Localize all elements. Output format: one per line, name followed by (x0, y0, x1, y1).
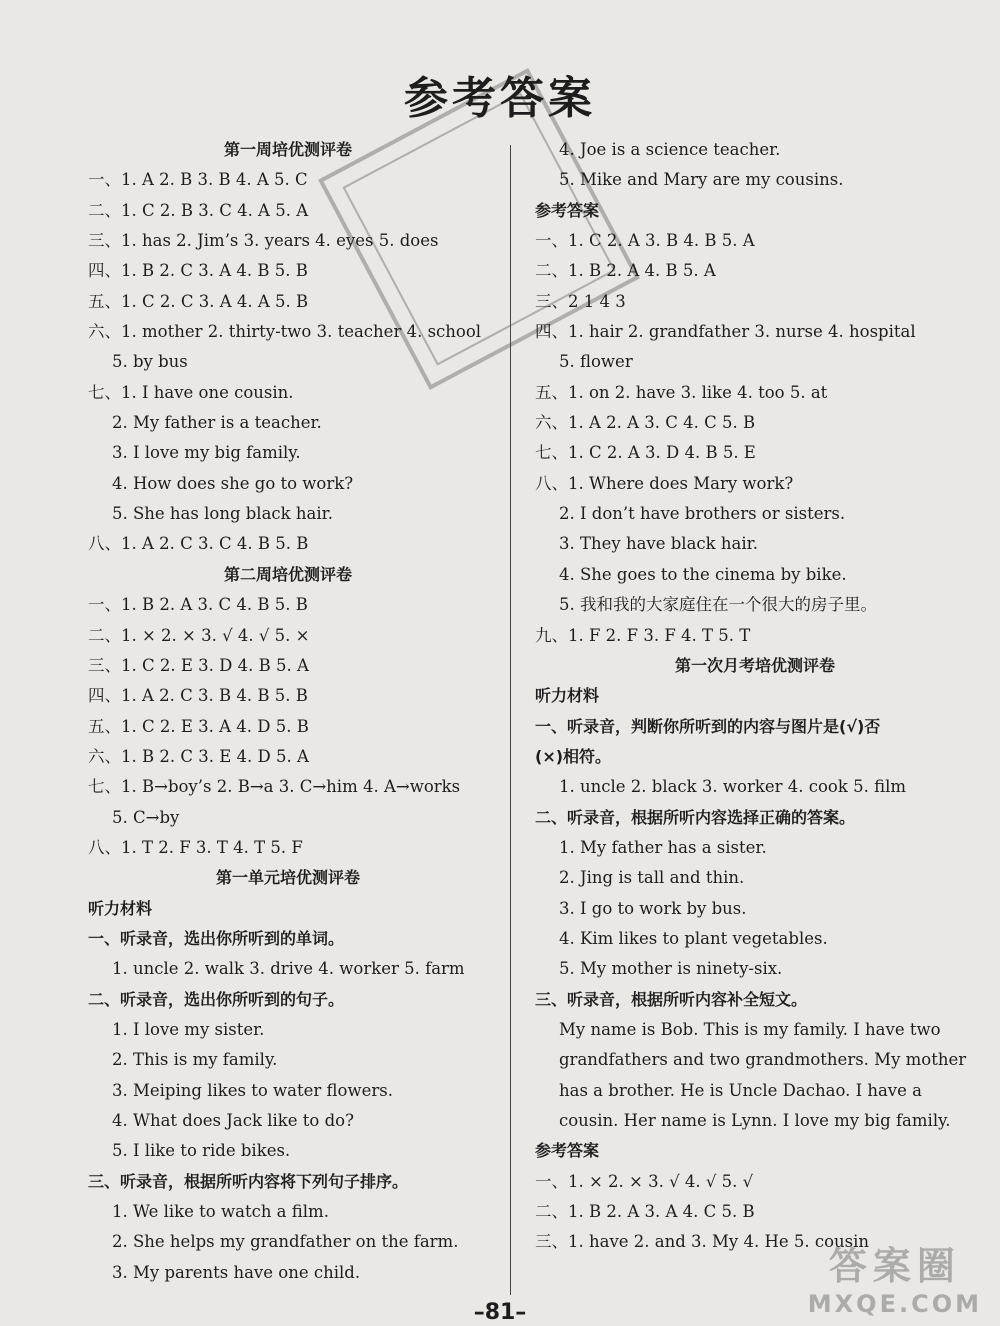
answer-line: 3. Meiping likes to water flowers. (112, 1080, 393, 1100)
section-heading: 第二周培优测评卷 (223, 564, 352, 584)
answer-line: 八、1. A 2. C 3. C 4. B 5. B (88, 534, 309, 554)
subsection-label: 听力材料 (535, 686, 600, 706)
subsection-label: 三、听录音，根据所听内容将下列句子排序。 (88, 1171, 409, 1191)
answer-line: 二、1. B 2. A 3. A 4. C 5. B (535, 1202, 755, 1222)
answer-line: 一、1. C 2. A 3. B 4. B 5. A (535, 231, 755, 251)
subsection-label: 听力材料 (88, 898, 153, 918)
answer-line: 一、1. A 2. B 3. B 4. A 5. C (88, 170, 308, 190)
answer-line: 四、1. hair 2. grandfather 3. nurse 4. hospital (535, 322, 916, 342)
answer-line: 一、1. B 2. A 3. C 4. B 5. B (88, 595, 308, 615)
answer-line: 4. How does she go to work? (112, 473, 354, 493)
subsection-label: 二、听录音，根据所听内容选择正确的答案。 (535, 807, 856, 827)
subsection-label: 参考答案 (535, 200, 600, 220)
answer-line: 2. Jing is tall and thin. (559, 868, 745, 888)
answer-line: 3. I love my big family. (112, 443, 301, 463)
answer-line: 4. What does Jack like to do? (112, 1111, 354, 1130)
answer-line: 二、1. × 2. × 3. √ 4. √ 5. × (88, 625, 310, 645)
answer-line: 1. We like to watch a film. (112, 1202, 329, 1222)
answer-line: 1. uncle 2. black 3. worker 4. cook 5. film (559, 777, 906, 797)
answer-line: 九、1. F 2. F 3. F 4. T 5. T (535, 625, 751, 645)
answer-line: 六、1. B 2. C 3. E 4. D 5. A (88, 746, 309, 766)
watermark-line-1: 答案圈 (828, 1244, 961, 1288)
answer-line: 4. She goes to the cinema by bike. (559, 564, 847, 584)
answer-line: 一、1. × 2. × 3. √ 4. √ 5. √ (535, 1171, 754, 1191)
answer-line: 1. uncle 2. walk 3. drive 4. worker 5. farm (112, 959, 465, 979)
answer-line: 三、2 1 4 3 (535, 291, 626, 311)
answer-line: 3. I go to work by bus. (559, 898, 747, 918)
answer-line: 4. Joe is a science teacher. (559, 140, 781, 159)
answer-line: 2. She helps my grandfather on the farm. (112, 1232, 459, 1252)
answer-line: 3. They have black hair. (559, 534, 758, 554)
answer-line: 三、1. have 2. and 3. My 4. He 5. cousin (535, 1232, 870, 1252)
answer-line: 5. She has long black hair. (112, 504, 333, 524)
answer-line: 七、1. I have one cousin. (88, 382, 294, 402)
left-column (88, 135, 488, 1288)
site-watermark (808, 1235, 982, 1318)
answer-line: 5. 我和我的大家庭住在一个很大的房子里。 (559, 595, 877, 615)
answer-line: 2. I don’t have brothers or sisters. (559, 504, 846, 524)
watermark-line-2: MXQE.COM (807, 1290, 982, 1318)
answer-line: 三、1. has 2. Jim’s 3. years 4. eyes 5. does (88, 231, 439, 251)
answer-line: 1. My father has a sister. (559, 837, 767, 857)
answer-line: 5. I like to ride bikes. (112, 1141, 291, 1161)
answer-line: 4. Kim likes to plant vegetables. (559, 928, 828, 948)
answer-line: 五、1. C 2. E 3. A 4. D 5. B (88, 716, 309, 736)
answer-line: 5. Mike and Mary are my cousins. (559, 170, 844, 190)
passage-text: My name is Bob. This is my family. I have two grandfathers and two grandmothers. My mother has a brother. He is Uncle Dachao. I have a cousin. Her name is Lynn. I love my big family. (559, 1019, 967, 1130)
answer-line: 七、1. C 2. A 3. D 4. B 5. E (535, 443, 756, 463)
page-title: 参考答案 (404, 73, 596, 124)
subsection-label: 三、听录音，根据所听内容补全短文。 (535, 989, 808, 1009)
answer-line: 四、1. B 2. C 3. A 4. B 5. B (88, 261, 308, 281)
answer-line: 五、1. C 2. C 3. A 4. A 5. B (88, 291, 309, 311)
answer-line: 3. My parents have one child. (112, 1262, 361, 1282)
subsection-label: (×)相符。 (535, 746, 612, 766)
answer-line: 四、1. A 2. C 3. B 4. B 5. B (88, 686, 308, 706)
subsection-label: 一、听录音，判断你所听到的内容与图片是(√)否 (535, 716, 881, 736)
right-column (535, 135, 975, 1258)
section-heading: 第一次月考培优测评卷 (674, 655, 835, 675)
answer-line: 七、1. B→boy’s 2. B→a 3. C→him 4. A→works (88, 777, 461, 797)
answer-line: 5. flower (559, 352, 633, 372)
section-heading: 第一周培优测评卷 (223, 140, 352, 159)
section-heading: 第一单元培优测评卷 (215, 868, 360, 888)
answer-line: 2. This is my family. (112, 1050, 278, 1070)
answer-line: 六、1. mother 2. thirty-two 3. teacher 4. school (88, 322, 482, 342)
answer-line: 八、1. Where does Mary work? (535, 473, 794, 493)
subsection-label: 参考答案 (535, 1141, 600, 1161)
answer-line: 二、1. B 2. A 4. B 5. A (535, 261, 716, 281)
answer-line: 三、1. C 2. E 3. D 4. B 5. A (88, 655, 309, 675)
answer-line: 二、1. C 2. B 3. C 4. A 5. A (88, 200, 309, 220)
subsection-label: 二、听录音，选出你所听到的句子。 (88, 989, 345, 1009)
answer-line: 5. C→by (112, 807, 180, 827)
answer-line: 5. My mother is ninety-six. (559, 959, 783, 979)
answer-line: 2. My father is a teacher. (112, 413, 322, 433)
answer-line: 八、1. T 2. F 3. T 4. T 5. F (88, 837, 303, 857)
page-number: –81– (473, 1300, 527, 1325)
answer-line: 1. I love my sister. (112, 1019, 265, 1039)
subsection-label: 一、听录音，选出你所听到的单词。 (88, 928, 345, 948)
answer-line: 5. by bus (112, 352, 188, 372)
column-divider (510, 145, 511, 1295)
answer-line: 五、1. on 2. have 3. like 4. too 5. at (535, 382, 828, 402)
answer-line: 六、1. A 2. A 3. C 4. C 5. B (535, 413, 756, 433)
